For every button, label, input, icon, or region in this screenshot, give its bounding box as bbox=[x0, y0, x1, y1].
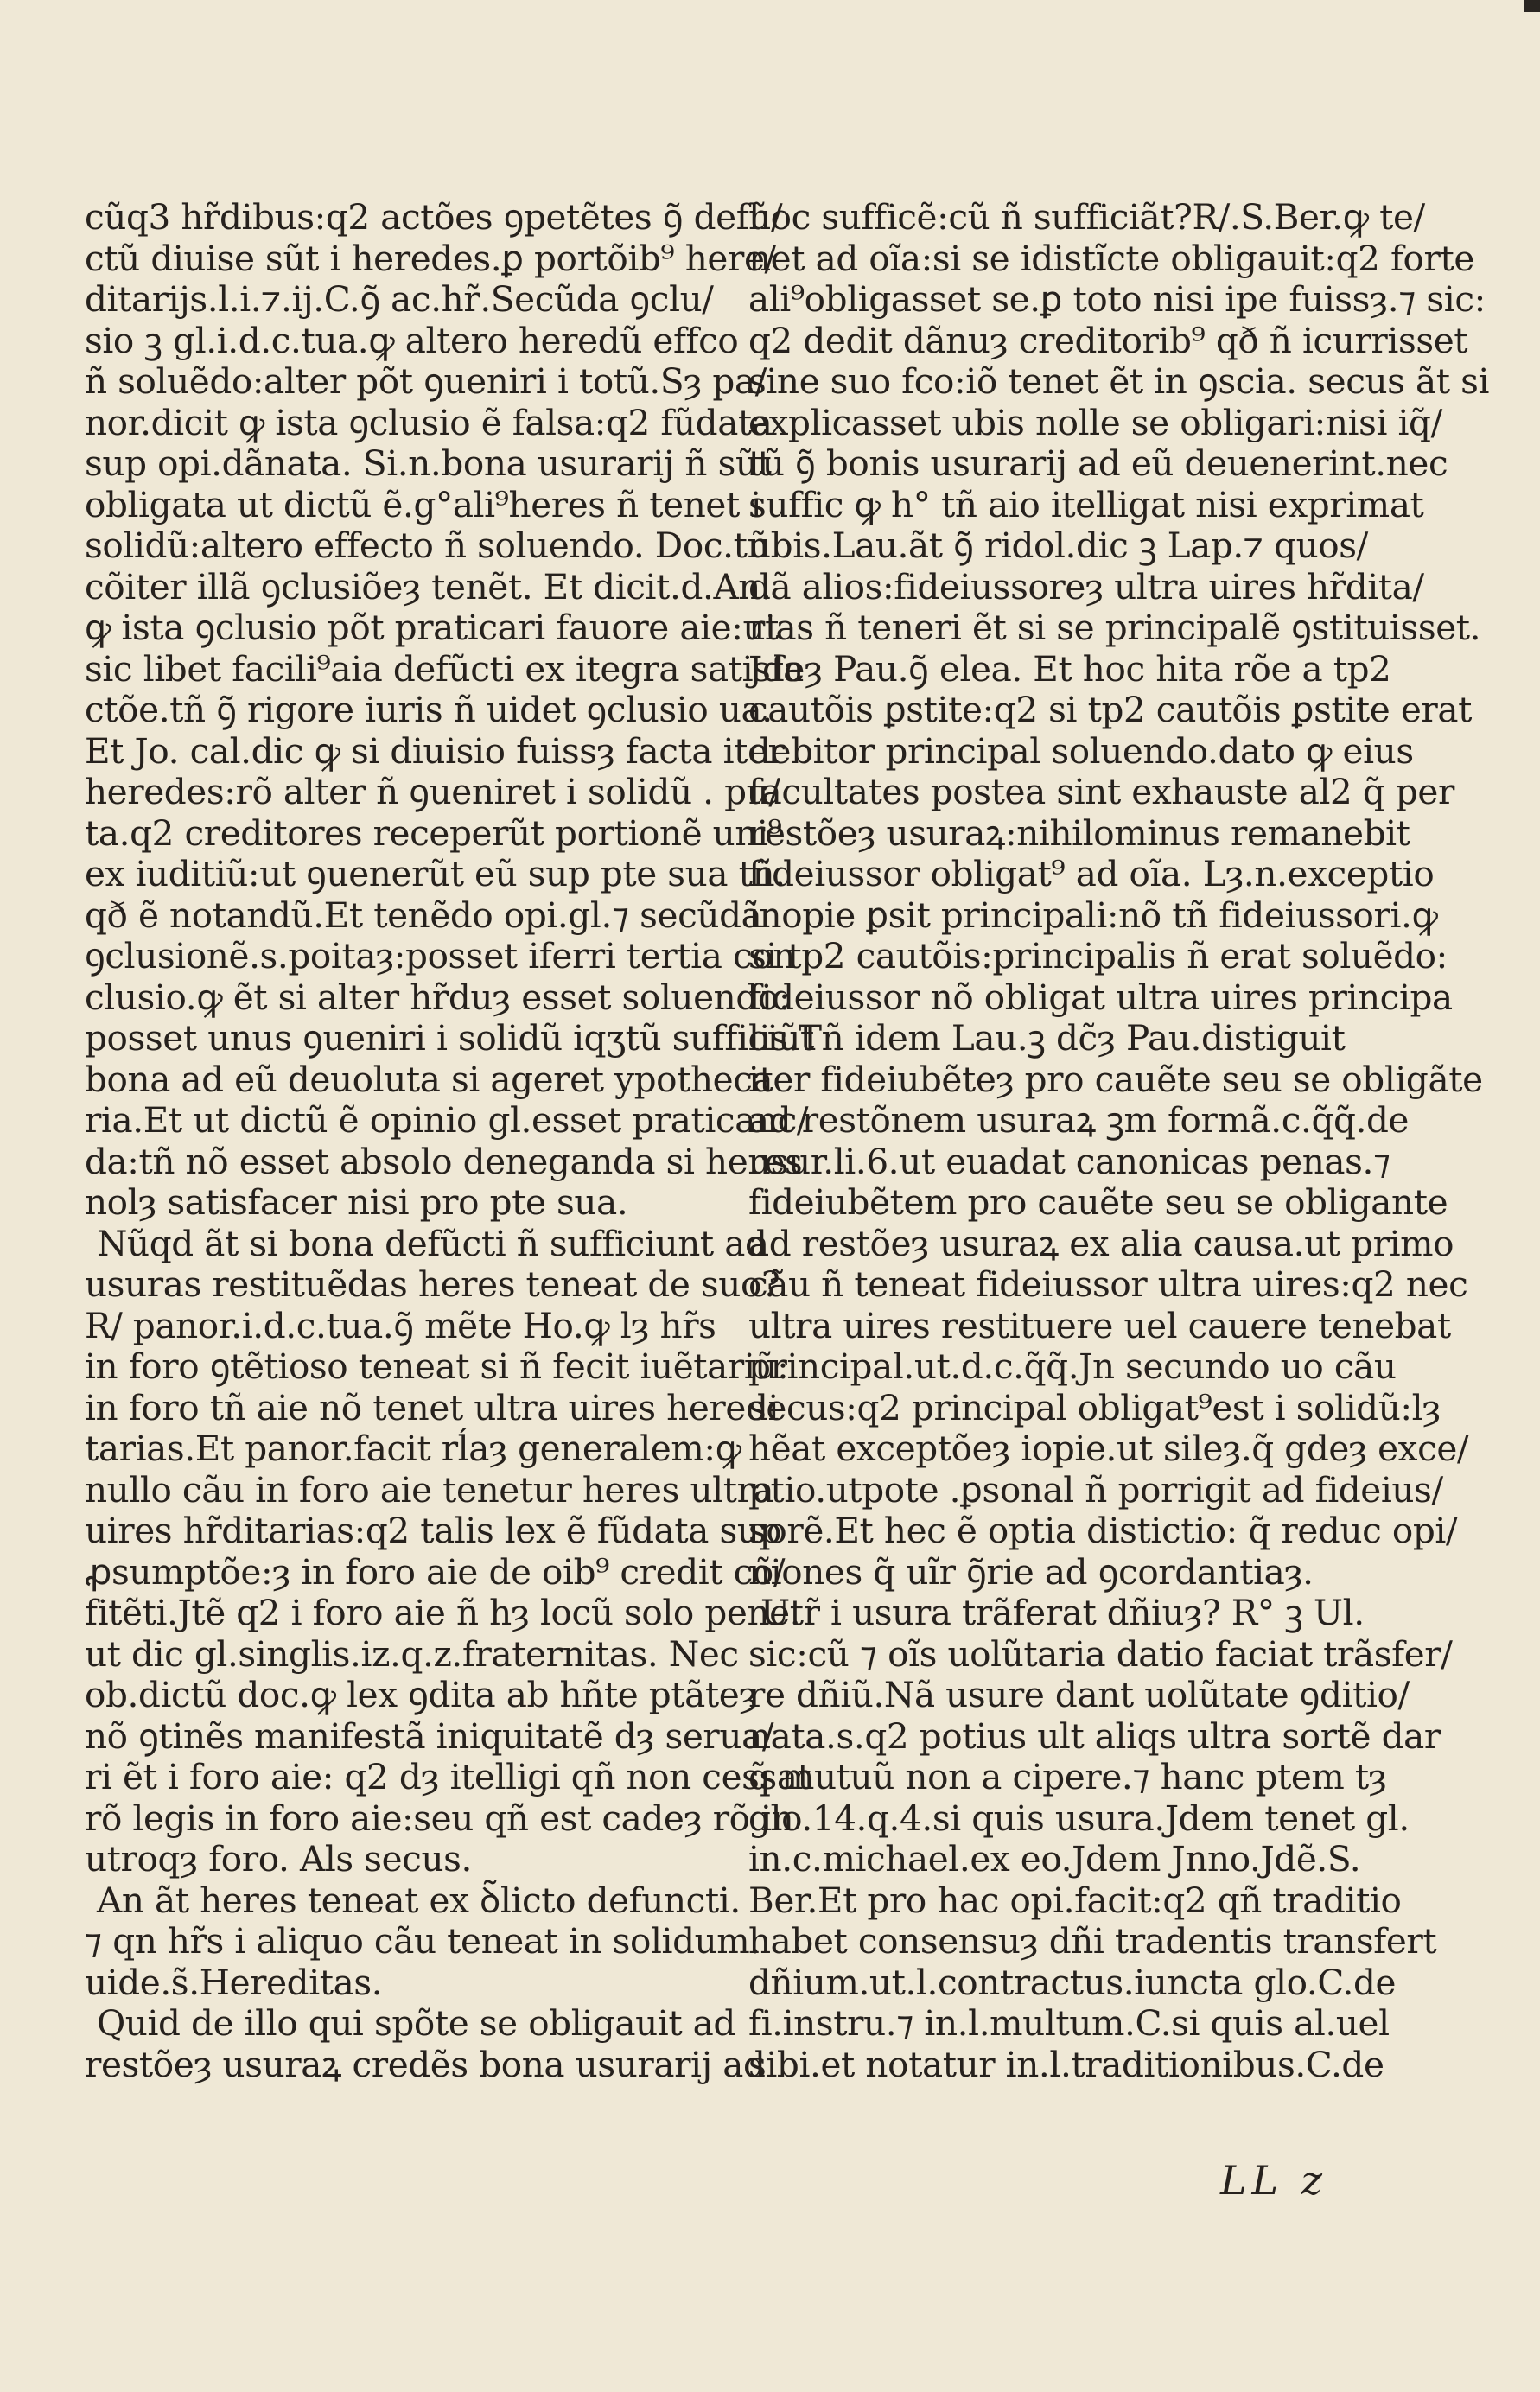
text-line: restõeȝ usuraꝝ:nihilominus remanebit bbox=[748, 811, 1410, 854]
text-line: iter fideiubẽteȝ pro cauẽte seu se obligãte bbox=[748, 1058, 1483, 1100]
text-line: Ber.Et pro hac opi.facit:q2 qñ traditio bbox=[748, 1879, 1402, 1921]
text-line: sic libet facili⁹aia defũcti ex itegra satisfa bbox=[85, 647, 804, 690]
text-line: ditarijs.l.i.⁊.ij.C.ꝯ̃ ac.hr̃.Secũda ꝯclu/ bbox=[85, 278, 714, 320]
text-line: cãu ñ teneat fideiussor ultra uires:q2 nec bbox=[748, 1263, 1468, 1305]
text-line: posset unus ꝯueniri i solidũ iqʒtũ sufficiũt bbox=[85, 1017, 814, 1059]
text-line: usuras restituẽdas heres teneat de suo? bbox=[85, 1263, 780, 1305]
text-line: usur.li.6.ut euadat canonicas penas.⁊ bbox=[748, 1140, 1390, 1182]
text-line: debitor principal soluendo.dato ꝙ eius bbox=[748, 729, 1414, 772]
text-line: Jdeȝ Pau.ꝯ̃ elea. Et hoc hita rõe a tp2 bbox=[748, 647, 1391, 690]
text-line: glo.14.q.4.si quis usura.Jdem tenet gl. bbox=[748, 1797, 1410, 1839]
text-line: ad restõnem usuraꝝ ꝫm formã.c.q̃q̃.de bbox=[748, 1099, 1410, 1141]
text-line: heredes:rõ alter ñ ꝯueniret i solidũ . pu/ bbox=[85, 771, 780, 812]
text-line: fideiubẽtem pro cauẽte seu se obligante bbox=[748, 1181, 1448, 1223]
text-line: clusio.ꝙ ẽt si alter hr̃duȝ esset soluendo: bbox=[85, 976, 791, 1018]
text-line: q̃ mutuũ non a cipere.⁊ hanc ptem tȝ bbox=[748, 1756, 1387, 1797]
left-text-column bbox=[85, 196, 814, 2085]
text-line: rõ legis in foro aie:seu qñ est cadeȝ rõ in bbox=[85, 1797, 794, 1839]
text-line: R/ panor.i.d.c.tua.ꝯ̃ mẽte Ho.ꝙ lȝ hr̃s bbox=[85, 1304, 716, 1346]
text-line: da:tñ nõ esset absolo deneganda si heres bbox=[85, 1140, 803, 1182]
text-line: ex iuditiũ:ut ꝯuenerũt eũ sup pte sua tñ. bbox=[85, 853, 786, 894]
text-line: niones q̃ uĩr ꝯ̃rie ad ꝯcordantiaȝ. bbox=[748, 1550, 1314, 1593]
text-line: ctõe.tñ ꝯ̃ rigore iuris ñ uidet ꝯclusio ua. bbox=[85, 689, 773, 730]
signature-mark: LL z bbox=[1220, 2157, 1327, 2204]
text-line: q2 dedit dãnuȝ creditorib⁹ qð ñ icurrisset bbox=[748, 319, 1468, 361]
text-line: solidũ:altero effecto ñ soluendo. Doc.tñ bbox=[85, 525, 770, 566]
text-line: nullo cãu in foro aie tenetur heres ultra bbox=[85, 1468, 774, 1511]
text-line: uires hr̃ditarias:q2 talis lex ẽ fũdata sup bbox=[85, 1510, 782, 1551]
text-line: rias ñ teneri ẽt si se principalẽ ꝯstituisset. bbox=[748, 607, 1481, 648]
text-line: in.c.michael.ex eo.Jdem Jnno.Jdẽ.S. bbox=[748, 1838, 1361, 1880]
text-line: nata.s.q2 potius ult aliqs ultra sortẽ dar bbox=[748, 1714, 1441, 1757]
text-line: inopie ꝑsit principali:nõ tñ fideiussori.ꝙ bbox=[748, 894, 1438, 936]
text-line: ꝓsumptõe:ȝ in foro aie de oib⁹ credit cõ/ bbox=[85, 1550, 786, 1593]
text-line: utroqȝ foro. Als secus. bbox=[85, 1838, 473, 1880]
text-line: ctũ diuise sũt i heredes.ꝑ portõib⁹ here/ bbox=[85, 237, 776, 279]
text-line: nolȝ satisfacer nisi pro pte sua. bbox=[85, 1181, 628, 1223]
text-line: ꝙ ista ꝯclusio põt praticari fauore aie:ut bbox=[85, 607, 780, 648]
text-line: Utr̃ i usura trãferat dñiuȝ? R° ꝫ Ul. bbox=[760, 1592, 1365, 1633]
text-line: ut dic gl.singlis.iz.q.z.fraternitas. Nec bbox=[85, 1632, 739, 1675]
text-line: tarias.Et panor.facit rĺaȝ generalem:ꝙ bbox=[85, 1428, 741, 1469]
text-line: fideiussor obligat⁹ ad oĩa. Lȝ.n.exceptio bbox=[748, 853, 1435, 894]
text-line: cautõis ꝑstite:q2 si tp2 cautõis ꝑstite erat bbox=[748, 689, 1472, 730]
text-line: tũ ꝯ̃ bonis usurarij ad eũ deuenerint.nec bbox=[748, 442, 1448, 484]
text-line: ultra uires restituere uel cauere tenebat bbox=[748, 1304, 1451, 1346]
text-line: ob.dictũ doc.ꝙ lex ꝯdita ab hñte ptãteȝ bbox=[85, 1674, 758, 1715]
text-line: sio ꝫ gl.i.d.c.tua.ꝙ altero heredũ effco bbox=[85, 319, 739, 361]
text-line: ⁊ qn hr̃s i aliquo cãu teneat in solidum. bbox=[85, 1920, 760, 1962]
text-line: dã alios:fideiussoreȝ ultra uires hr̃dita/ bbox=[748, 565, 1424, 608]
text-line: ñ soluẽdo:alter põt ꝯueniri i totũ.Sȝ pa/ bbox=[85, 360, 767, 402]
text-line: nõ ꝯtinẽs manifestã iniquitatẽ dȝ serua/ bbox=[85, 1714, 774, 1757]
text-line: explicasset ubis nolle se obligari:nisi iq̃/ bbox=[748, 401, 1442, 443]
text-line: restõeȝ usuraꝝ credẽs bona usurarij ad bbox=[85, 2043, 766, 2085]
text-line: dñium.ut.l.contractus.iuncta glo.C.de bbox=[748, 1961, 1397, 2003]
text-line: principal.ut.d.c.q̃q̃.Jn secundo uo cãu bbox=[748, 1346, 1397, 1387]
text-line: uide.s̃.Hereditas. bbox=[85, 1961, 383, 2003]
text-line: sorẽ.Et hec ẽ optia distictio: q̃ reduc opi/ bbox=[748, 1510, 1458, 1551]
text-line: cõiter illã ꝯclusiõeȝ tenẽt. Et dicit.d.An. bbox=[85, 565, 772, 608]
text-line: ali⁹obligasset se.ꝑ toto nisi ipe fuissȝ.⁊ sic: bbox=[748, 278, 1486, 320]
right-text-column bbox=[748, 196, 1490, 2085]
text-line: fitẽti.Jtẽ q2 i foro aie ñ hȝ locũ solo pene. bbox=[85, 1592, 801, 1633]
text-line: in foro ꝯtẽtioso teneat si ñ fecit iuẽtariũ: bbox=[85, 1346, 789, 1387]
text-line: net ad oĩa:si se idistĩcte obligauit:q2 forte bbox=[748, 237, 1474, 279]
text-line: facultates postea sint exhauste al2 q̃ per bbox=[748, 771, 1454, 812]
text-line: cũq3 hr̃dibus:q2 actões ꝯpetẽtes ꝯ̃ defũ/ bbox=[85, 196, 783, 238]
text-line: ria.Et ut dictũ ẽ opinio gl.esset praticanc/ bbox=[85, 1099, 809, 1141]
text-line: fi.instru.⁊ in.l.multum.C.si quis al.uel bbox=[748, 2002, 1390, 2044]
text-line: fideiussor nõ obligat ultra uires principa bbox=[748, 976, 1453, 1018]
text-line: ubis.Lau.ãt ꝯ̃ ridol.dic ꝫ Lap.⁊ quos/ bbox=[748, 525, 1368, 566]
text-line: qð ẽ notandũ.Et tenẽdo opi.gl.⁊ secũdã bbox=[85, 894, 762, 936]
text-line: secus:q2 principal obligat⁹est i solidũ:lȝ bbox=[748, 1386, 1441, 1428]
text-line: hẽat exceptõeȝ iopie.ut sileȝ.q̃ gdeȝ exce/ bbox=[748, 1428, 1469, 1469]
text-line: sup opi.dãnata. Si.n.bona usurarij ñ sũt bbox=[85, 442, 772, 484]
text-line: bona ad eũ deuoluta si ageret ypotheca bbox=[85, 1058, 773, 1100]
text-line: re dñiũ.Nã usure dant uolũtate ꝯditio/ bbox=[748, 1674, 1410, 1715]
text-line: ꝯclusionẽ.s.poitaȝ:posset iferri tertia con bbox=[85, 935, 795, 977]
text-line: Nũqd ãt si bona defũcti ñ sufficiunt ad bbox=[97, 1222, 767, 1264]
text-line: ri ẽt i foro aie: q2 dȝ itelligi qñ non cessat bbox=[85, 1756, 811, 1797]
text-line: Quid de illo qui spõte se obligauit ad bbox=[97, 2002, 735, 2044]
text-line: suffic ꝙ h° tñ aio itelligat nisi exprimat bbox=[748, 483, 1424, 525]
text-line: sic:cũ ⁊ oĩs uolũtaria datio faciat trãsfer/ bbox=[748, 1632, 1453, 1675]
text-line: lis.Tñ idem Lau.ꝫ dc̃ȝ Pau.distiguit bbox=[748, 1017, 1346, 1059]
text-line: nor.dicit ꝙ ista ꝯclusio ẽ falsa:q2 fũdata bbox=[85, 401, 773, 443]
text-line: si tp2 cautõis:principalis ñ erat soluẽdo: bbox=[748, 935, 1448, 977]
text-line: obligata ut dictũ ẽ.g°ali⁹heres ñ tenet i bbox=[85, 483, 761, 525]
text-line: habet consensuȝ dñi tradentis transfert bbox=[748, 1920, 1437, 1962]
text-line: Et Jo. cal.dic ꝙ si diuisio fuissȝ facta iter bbox=[85, 729, 785, 772]
text-line: sibi.et notatur in.l.traditionibus.C.de bbox=[748, 2043, 1384, 2085]
text-line: in foro tñ aie nõ tenet ultra uires heredi bbox=[85, 1386, 780, 1428]
text-line: ptio.utpote .ꝑsonal ñ porrigit ad fideius/ bbox=[748, 1468, 1443, 1511]
text-line: An ãt heres teneat ex ꝺ̃licto defuncti. bbox=[97, 1879, 741, 1921]
text-line: sine suo fco:iõ tenet ẽt in ꝯscia. secus ãt si bbox=[748, 360, 1490, 402]
text-line: hoc sufficẽ:cũ ñ sufficiãt?R/.S.Ber.ꝙ te/ bbox=[748, 196, 1425, 238]
scan-corner-mark bbox=[1524, 0, 1540, 12]
text-line: ta.q2 creditores receperũt portionẽ uni⁹ bbox=[85, 811, 782, 854]
text-line: ad restõeȝ usuraꝝ ex alia causa.ut primo bbox=[748, 1222, 1454, 1264]
